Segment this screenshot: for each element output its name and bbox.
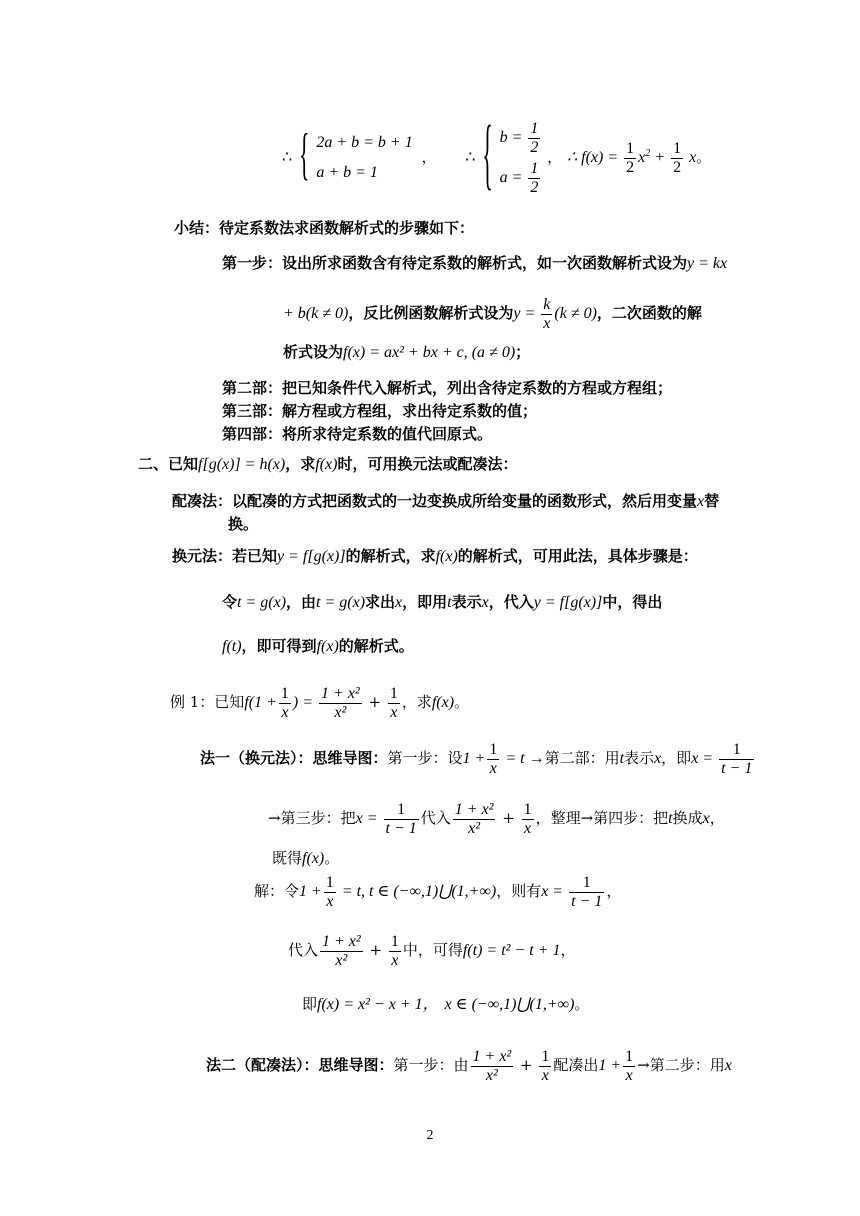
method1-line-2: →第三步：把x = $\frac{1}{t - 1}$ 代入 $\frac{\text{1 + x²}}{\text{x²}}$ + $\frac{1}{x}$ ，整理→第四步：把t换成x， xyxy=(268,800,725,837)
equation-1: 2a + b = b + 1 xyxy=(316,134,413,151)
solution-line-3: 即f(x) = x² − x + 1， x ∈ (−∞,1)⋃(1,+∞)。 xyxy=(302,995,590,1013)
step4-line: 第四部：将所求待定系数的值代回原式。 xyxy=(222,425,493,443)
step2-line: 第二部：把已知条件代入解析式，列出含待定系数的方程或方程组； xyxy=(222,379,673,397)
step1-line-3: 析式设为f(x) = ax² + bx + c, (a ≠ 0)； xyxy=(283,343,531,361)
step3-line: 第三部：解方程或方程组，求出待定系数的值； xyxy=(222,402,538,420)
method2-line-1: 法二（配凑法）：思维导图：第一步：由 $\frac{\text{1 + x²}}{\text{x²}}$ + $\frac{1}{x}$ 配凑出1 + $\frac{1}{x}$ →第二步：用x xyxy=(206,1047,732,1084)
peicou-line-2: 换。 xyxy=(228,515,259,533)
example1-line: 例 1：已知f(1 + $\frac{1}{x}$ ) = $\frac{\text{1 + x²}}{\text{x²}}$ + $\frac{1}{x}$ ，求f(x)。 xyxy=(170,684,470,721)
step1-line-1: 第一步：设出所求函数含有待定系数的解析式，如一次函数解析式设为y = kx xyxy=(222,254,728,272)
method1-line-3: 既得f(x)。 xyxy=(272,849,340,867)
fraction-half: $\frac{1}{2}$ xyxy=(530,119,539,156)
huanyuan-line-1: 换元法：若已知y = f[g(x)]的解析式，求f(x)的解析式，可用此法，具体步骤是： xyxy=(172,547,698,565)
result-formula: ∴ f(x) = xyxy=(566,149,623,166)
peicou-line-1: 配凑法：以配凑的方式把函数式的一边变换成所给变量的函数形式，然后用变量x替 xyxy=(172,492,720,510)
summary-title: 小结：待定系数法求函数解析式的步骤如下： xyxy=(174,219,475,237)
fraction-half: $\frac{1}{2}$ xyxy=(530,159,539,196)
system-line: ∴ { 2a + b = b + 1 a + b = 1 ， ∴ { b = $\frac{1}{2}$ a = $\frac{1}{2}$ ， ∴ f(x) = $\frac{1}{2}$ $x^2$ + $\frac{1}{2}$ x。 xyxy=(282,108,712,199)
equation-2: a + b = 1 xyxy=(316,164,378,181)
huanyuan-line-2: 令t = g(x)，由t = g(x)求出x，即用t表示x，代入y = f[g(x)]中，得出 xyxy=(222,593,663,611)
method1-line-1: 法一（换元法）：思维导图：第一步：设1 + $\frac{1}{x}$ = t →第二部：用t表示x，即x = $\frac{1}{t - 1}$ xyxy=(200,740,753,777)
solution-system: b = $\frac{1}{2}$ a = $\frac{1}{2}$ xyxy=(499,119,539,196)
left-brace-2: { xyxy=(482,108,493,199)
page-number: 2 xyxy=(426,1128,434,1143)
fraction-k-over-x: $\frac{k}{x}$ xyxy=(543,295,551,332)
therefore-symbol: ∴ xyxy=(282,149,293,166)
solution-line-1: 解：令1 + $\frac{1}{x}$ = t, t ∈ (−∞,1)⋃(1,+∞)，则有x = $\frac{1}{t - 1}$ ， xyxy=(254,873,622,910)
therefore-symbol-2: ∴ xyxy=(465,149,476,166)
step1-line-2: + b(k ≠ 0)，反比例函数解析式设为y = $\frac{k}{x}$ (k ≠ 0)，二次函数的解 xyxy=(283,295,702,332)
left-brace-1: { xyxy=(298,121,310,187)
solution-line-2: 代入 $\frac{\text{1 + x²}}{\text{x²}}$ + $\frac{1}{x}$ 中，可得f(t) = t² − t + 1， xyxy=(288,932,576,969)
equation-system-1 xyxy=(316,128,412,188)
section2-heading: 二、已知f[g(x)] = h(x)，求f(x)时，可用换元法或配凑法： xyxy=(138,455,518,473)
huanyuan-line-3: f(t)，即可得到f(x)的解析式。 xyxy=(222,637,414,655)
